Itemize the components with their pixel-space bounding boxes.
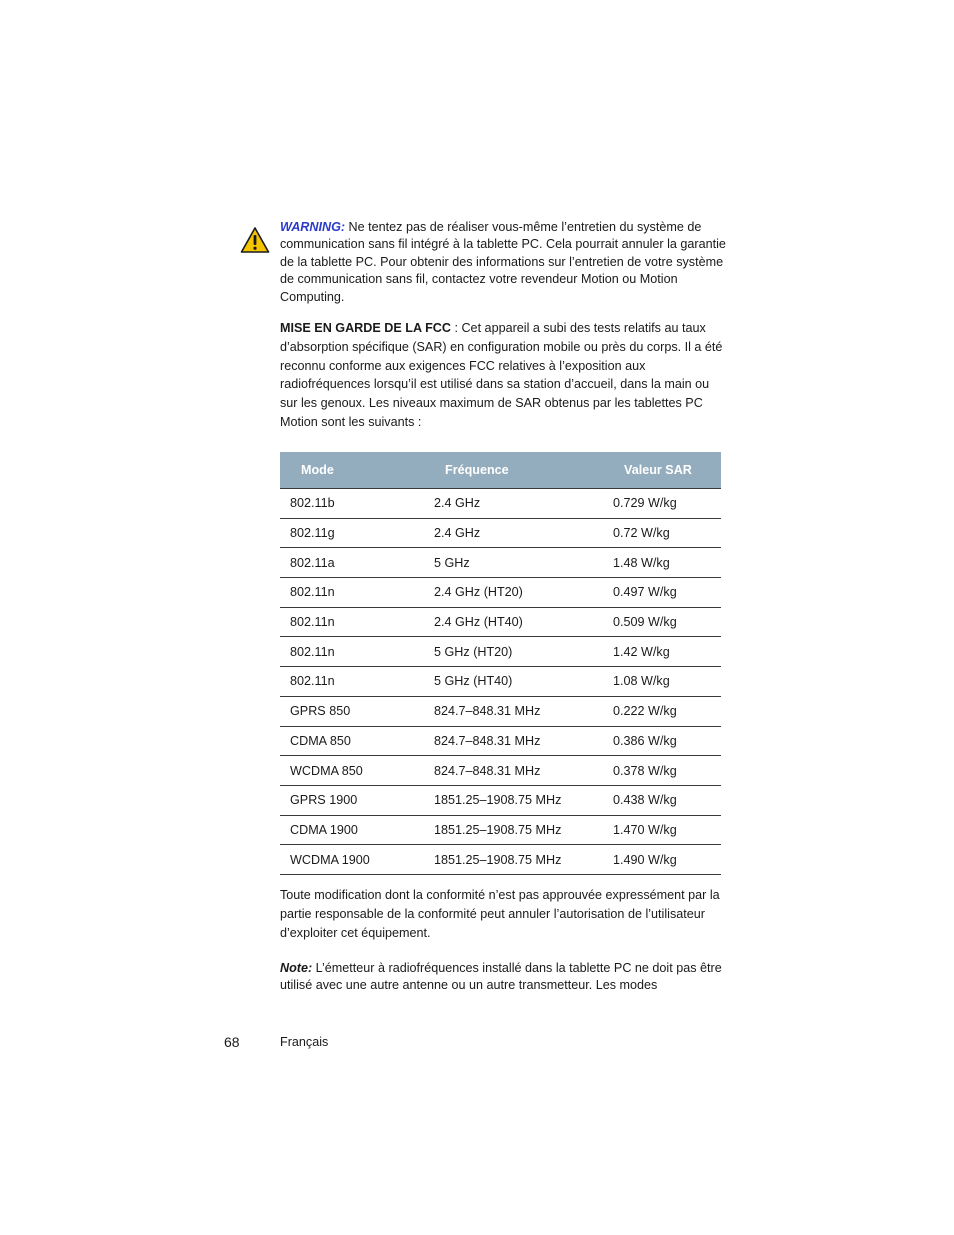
sar-values-table [280,452,721,875]
cell-mode: 802.11n [280,607,425,637]
table-row [280,548,721,578]
note-label: Note: [280,961,313,975]
warning-text: Ne tentez pas de réaliser vous-même l’entretien du système de communication sans fil intégré à la tablette PC. Cela pourrait annuler la garantie de la tablette PC. Pour obtenir des informations sur l’entretien de votre système de communication sans fil, contactez votre revendeur Motion ou Motion Computing. [280,220,726,304]
cell-frequency: 824.7–848.31 MHz [425,726,602,756]
cell-sar: 0.386 W/kg [602,726,721,756]
footer-language: Français [280,1035,329,1049]
cell-sar: 1.42 W/kg [602,637,721,667]
cell-frequency: 1851.25–1908.75 MHz [425,785,602,815]
cell-frequency: 2.4 GHz (HT20) [425,578,602,608]
table-row [280,696,721,726]
cell-mode: 802.11n [280,578,425,608]
cell-sar: 0.497 W/kg [602,578,721,608]
cell-sar: 0.222 W/kg [602,696,721,726]
table-row [280,815,721,845]
cell-mode: 802.11n [280,637,425,667]
note-text: L’émetteur à radiofréquences installé dans la tablette PC ne doit pas être utilisé avec une autre antenne ou un autre transmetteur. Les modes [280,961,722,993]
cell-frequency: 5 GHz (HT40) [425,667,602,697]
cell-mode: 802.11a [280,548,425,578]
cell-sar: 1.470 W/kg [602,815,721,845]
table-row [280,845,721,875]
cell-mode: WCDMA 850 [280,756,425,786]
cell-mode: CDMA 1900 [280,815,425,845]
table-header-row [280,452,721,489]
cell-sar: 0.72 W/kg [602,518,721,548]
cell-frequency: 2.4 GHz (HT40) [425,607,602,637]
header-frequency: Fréquence [425,452,602,489]
warning-paragraph [280,219,728,306]
modification-paragraph: Toute modification dont la conformité n’est pas approuvée expressément par la partie responsable de la conformité peut annuler l’autorisation de l’utilisateur d’exploiter cet équipement. [280,888,720,940]
table-row [280,785,721,815]
cell-sar: 0.378 W/kg [602,756,721,786]
cell-mode: GPRS 850 [280,696,425,726]
table-row [280,607,721,637]
cell-sar: 1.490 W/kg [602,845,721,875]
fcc-notice-paragraph [280,319,728,432]
cell-sar: 0.509 W/kg [602,607,721,637]
table-row [280,667,721,697]
cell-frequency: 5 GHz [425,548,602,578]
cell-mode: 802.11g [280,518,425,548]
header-mode: Mode [280,452,425,489]
cell-frequency: 1851.25–1908.75 MHz [425,845,602,875]
cell-frequency: 2.4 GHz [425,489,602,519]
cell-frequency: 2.4 GHz [425,518,602,548]
table-row [280,637,721,667]
warning-label: WARNING: [280,220,346,234]
table-row [280,489,721,519]
table-row [280,578,721,608]
cell-sar: 1.48 W/kg [602,548,721,578]
table-row [280,756,721,786]
cell-sar: 0.729 W/kg [602,489,721,519]
cell-mode: WCDMA 1900 [280,845,425,875]
warning-triangle-icon [240,226,270,254]
page-number: 68 [224,1034,240,1050]
table-row [280,518,721,548]
fcc-label: MISE EN GARDE DE LA FCC [280,321,451,335]
note-paragraph [280,960,728,995]
cell-mode: 802.11n [280,667,425,697]
cell-frequency: 5 GHz (HT20) [425,637,602,667]
cell-mode: 802.11b [280,489,425,519]
fcc-text: : Cet appareil a subi des tests relatifs au taux d’absorption spécifique (SAR) en configuration mobile ou près du corps. Il a été reconnu conforme aux exigences FCC relatives à l’exposition aux radiofréquences lorsqu’il est utilisé dans sa station d’accueil, dans la main ou sur les genoux. Les niveaux maximum de SAR obtenus par les tablettes PC Motion sont les suivants : [280,321,723,429]
cell-frequency: 1851.25–1908.75 MHz [425,815,602,845]
header-sar-value: Valeur SAR [602,452,721,489]
table-row [280,726,721,756]
cell-frequency: 824.7–848.31 MHz [425,756,602,786]
cell-sar: 0.438 W/kg [602,785,721,815]
cell-mode: GPRS 1900 [280,785,425,815]
cell-frequency: 824.7–848.31 MHz [425,696,602,726]
cell-sar: 1.08 W/kg [602,667,721,697]
cell-mode: CDMA 850 [280,726,425,756]
